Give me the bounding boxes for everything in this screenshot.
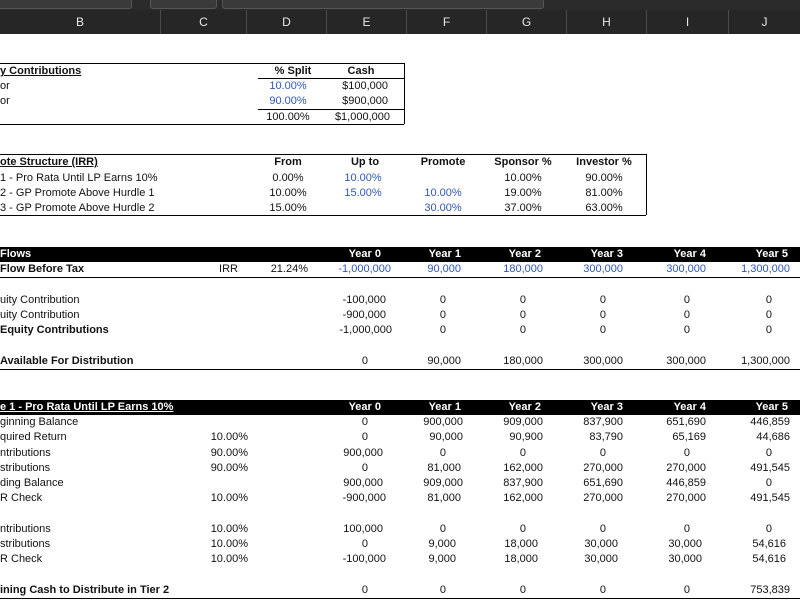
avail-value[interactable]: 90,000 (427, 355, 461, 367)
irr-value[interactable]: 21.24% (270, 263, 308, 275)
remain-value[interactable]: 0 (683, 584, 690, 596)
eq-total-label[interactable]: Equity Contributions (0, 324, 109, 336)
window-top-bar (0, 0, 800, 10)
column-header-f[interactable]: F (406, 10, 486, 34)
promote-row-upto[interactable] (330, 201, 396, 216)
contrib-title[interactable]: y Contributions (0, 65, 82, 77)
tier1-row-value[interactable]: 0 (765, 447, 772, 459)
column-header-i[interactable]: I (646, 10, 728, 34)
column-header-b[interactable]: B (75, 15, 84, 29)
column-header-j[interactable]: J (728, 10, 800, 34)
eq-contribution-1-value[interactable]: 0 (765, 294, 772, 306)
contrib-row1-split[interactable]: 10.00% (269, 80, 307, 92)
formula-bar[interactable] (222, 0, 544, 9)
promote-row-label[interactable]: 3 - GP Promote Above Hurdle 2 (0, 202, 155, 214)
tier1-row-value[interactable]: 270,000 (583, 492, 623, 504)
flows-year-header[interactable]: Year 3 (590, 248, 623, 260)
eq-contribution-2-value[interactable]: 0 (519, 309, 526, 321)
eq-total-value[interactable]: -1,000,000 (339, 324, 392, 336)
cf-value[interactable]: 180,000 (503, 263, 543, 275)
tier1-row-pct[interactable]: 10.00% (210, 431, 248, 443)
promote-header-upto[interactable]: Up to (350, 156, 380, 168)
tier1-row-value[interactable]: 900,000 (343, 477, 383, 489)
tier1-year-header[interactable]: Year 4 (673, 401, 706, 413)
cf-value[interactable]: 300,000 (583, 263, 623, 275)
tier1-row-value[interactable]: 900,000 (343, 447, 383, 459)
tier1-row-value[interactable]: 0 (765, 477, 772, 489)
promote-header-from[interactable]: From (274, 156, 302, 168)
contrib-header-cash[interactable]: Cash (347, 65, 375, 77)
tier1-row-pct[interactable]: 10.00% (210, 492, 248, 504)
column-header-d[interactable]: D (246, 10, 326, 34)
avail-value[interactable]: 300,000 (666, 355, 706, 367)
promote-title[interactable]: ote Structure (IRR) (0, 156, 98, 168)
tier1-row-value[interactable]: 44,686 (756, 431, 790, 443)
remain-value[interactable]: 0 (439, 584, 446, 596)
eq-total-value[interactable]: 0 (439, 324, 446, 336)
tier1-row-value[interactable]: 909,000 (423, 477, 463, 489)
tier1-year-header[interactable]: Year 5 (755, 401, 788, 413)
tier1-row-value[interactable]: 0 (519, 523, 526, 535)
flows-year-header[interactable]: Year 5 (755, 248, 788, 260)
remain-value[interactable]: 0 (519, 584, 526, 596)
promote-row-from[interactable]: 0.00% (272, 172, 304, 184)
column-header-h[interactable]: H (566, 10, 646, 34)
eq-contribution-1-value[interactable]: 0 (519, 294, 526, 306)
eq-contribution-2-value[interactable]: 0 (765, 309, 772, 321)
cf-label[interactable]: Flow Before Tax (0, 263, 85, 275)
tier1-year-header[interactable]: Year 3 (590, 401, 623, 413)
tier1-row-value[interactable]: 9,000 (428, 553, 456, 565)
tier1-row-value[interactable]: 0 (361, 462, 368, 474)
promote-row-promote[interactable]: 10.00% (424, 187, 462, 199)
column-header-e[interactable]: E (326, 10, 406, 34)
contrib-total-cash[interactable]: $1,000,000 (334, 111, 390, 123)
tier1-row-value[interactable]: 0 (361, 538, 368, 550)
avail-row-border (0, 369, 800, 370)
tier1-row-value[interactable]: 30,000 (668, 538, 702, 550)
tier1-row-value[interactable]: 81,000 (427, 492, 461, 504)
promote-row-label[interactable]: 1 - Pro Rata Until LP Earns 10% (0, 172, 158, 184)
cf-value[interactable]: 300,000 (666, 263, 706, 275)
remain-value[interactable]: 753,839 (750, 584, 790, 596)
tier1-row-value[interactable]: 0 (361, 416, 368, 428)
tier1-row-value[interactable]: 0 (683, 523, 690, 535)
tier1-title[interactable]: e 1 - Pro Rata Until LP Earns 10% (0, 401, 174, 413)
flows-year-header[interactable]: Year 1 (428, 248, 461, 260)
promote-row-sponsor[interactable]: 10.00% (504, 172, 542, 184)
tier1-row-label[interactable]: R Check (0, 553, 43, 565)
eq-total-value[interactable]: 0 (599, 324, 606, 336)
tier1-row-value[interactable]: 162,000 (503, 462, 543, 474)
tier1-row-value[interactable]: 837,900 (503, 477, 543, 489)
cf-row-border (0, 277, 800, 278)
tier1-row-value[interactable]: 0 (683, 447, 690, 459)
eq-contribution-2-value[interactable]: 0 (599, 309, 606, 321)
tier1-year-header[interactable]: Year 0 (348, 401, 381, 413)
tier1-row-value[interactable]: 270,000 (666, 462, 706, 474)
tier1-row-pct[interactable]: 10.00% (210, 523, 248, 535)
contrib-right-border (404, 63, 405, 124)
promote-row-investor[interactable]: 81.00% (585, 187, 623, 199)
tier1-row-pct[interactable]: 10.00% (210, 538, 248, 550)
flows-year-header[interactable]: Year 2 (508, 248, 541, 260)
tier1-row-label[interactable]: R Check (0, 492, 43, 504)
tier1-row-label[interactable]: stributions (0, 462, 51, 474)
eq-contribution-1-value[interactable]: 0 (683, 294, 690, 306)
cf-value[interactable]: 90,000 (427, 263, 461, 275)
tier1-row-value[interactable]: 651,690 (666, 416, 706, 428)
flows-title[interactable]: Flows (0, 248, 32, 260)
tier1-row-pct[interactable]: 90.00% (210, 462, 248, 474)
name-box[interactable] (0, 0, 132, 9)
eq-contribution-1-value[interactable]: 0 (599, 294, 606, 306)
eq-contribution-2-value[interactable]: 0 (439, 309, 446, 321)
contrib-row1-label[interactable]: or (0, 80, 10, 92)
tier1-row-value[interactable]: 909,000 (503, 416, 543, 428)
tier1-row-label[interactable]: quired Return (0, 431, 67, 443)
flows-year-header[interactable]: Year 0 (348, 248, 381, 260)
contrib-row2-cash[interactable]: $900,000 (342, 95, 388, 107)
cf-value[interactable]: 1,300,000 (741, 263, 790, 275)
tier1-row-value[interactable]: 90,000 (429, 431, 463, 443)
promote-right-border (646, 154, 647, 215)
eq-contribution-1-value[interactable]: -100,000 (342, 294, 386, 306)
tier1-row-value[interactable]: 270,000 (583, 462, 623, 474)
tier1-row-value[interactable]: 30,000 (668, 553, 702, 565)
promote-row-upto[interactable]: 10.00% (344, 172, 382, 184)
eq-contribution-1-value[interactable]: 0 (439, 294, 446, 306)
promote-row-upto[interactable]: 15.00% (344, 187, 382, 199)
tier1-row-label[interactable]: ntributions (0, 523, 51, 535)
promote-row-investor[interactable]: 63.00% (585, 202, 623, 214)
tier1-row-value[interactable]: 18,000 (504, 553, 538, 565)
tier1-row-label[interactable]: ntributions (0, 447, 51, 459)
eq-total-value[interactable]: 0 (519, 324, 526, 336)
flows-year-header[interactable]: Year 4 (673, 248, 706, 260)
promote-row-promote[interactable]: 30.00% (424, 202, 462, 214)
tier1-year-header[interactable]: Year 1 (428, 401, 461, 413)
tier1-row-value[interactable]: 491,545 (750, 462, 790, 474)
column-header-g[interactable]: G (486, 10, 566, 34)
tier1-row-value[interactable]: 9,000 (428, 538, 456, 550)
toolbar-field[interactable] (150, 0, 217, 9)
contrib-total-split[interactable]: 100.00% (266, 111, 310, 123)
contrib-header-split[interactable]: % Split (274, 65, 312, 77)
tier1-row-value[interactable]: 651,690 (583, 477, 623, 489)
tier1-row-value[interactable]: 0 (361, 431, 368, 443)
contrib-row1-cash[interactable]: $100,000 (342, 80, 388, 92)
tier1-row-value[interactable]: 83,790 (589, 431, 623, 443)
tier1-row-value[interactable]: -100,000 (342, 553, 386, 565)
tier1-row-value[interactable]: 65,169 (672, 431, 706, 443)
tier1-row-value[interactable]: 90,900 (509, 431, 543, 443)
tier1-row-value[interactable]: 0 (439, 447, 446, 459)
tier1-row-value[interactable]: 0 (599, 523, 606, 535)
tier1-row-pct[interactable]: 90.00% (210, 447, 248, 459)
tier1-row-value[interactable]: 837,900 (583, 416, 623, 428)
tier1-row-value[interactable]: 30,000 (584, 538, 618, 550)
eq-contribution-2-value[interactable]: 0 (683, 309, 690, 321)
promote-header-investor[interactable]: Investor % (576, 156, 632, 168)
tier1-row-value[interactable]: 162,000 (503, 492, 543, 504)
avail-value[interactable]: 300,000 (583, 355, 623, 367)
tier1-row-value[interactable]: -900,000 (342, 492, 386, 504)
promote-row-investor[interactable]: 90.00% (585, 172, 623, 184)
eq-contribution-2-value[interactable]: -900,000 (342, 309, 386, 321)
promote-row-from[interactable]: 10.00% (269, 187, 307, 199)
column-header-c[interactable]: C (160, 10, 246, 34)
avail-value[interactable]: 1,300,000 (741, 355, 790, 367)
promote-row-sponsor[interactable]: 19.00% (504, 187, 542, 199)
tier1-row-value[interactable]: 0 (599, 447, 606, 459)
tier1-row-label[interactable]: ding Balance (0, 477, 64, 489)
tier1-row-value[interactable]: 446,859 (666, 477, 706, 489)
tier1-row-value[interactable]: 0 (439, 523, 446, 535)
promote-row-promote[interactable] (406, 171, 480, 186)
tier1-row-value[interactable]: 270,000 (666, 492, 706, 504)
remain-label[interactable]: ining Cash to Distribute in Tier 2 (0, 584, 170, 596)
promote-header-promote[interactable]: Promote (420, 156, 466, 168)
avail-value[interactable]: 0 (361, 355, 368, 367)
irr-label[interactable]: IRR (219, 263, 238, 275)
remain-value[interactable]: 0 (361, 584, 368, 596)
remain-row-border (0, 598, 800, 599)
eq-total-value[interactable]: 0 (765, 324, 772, 336)
tier1-row-pct[interactable] (160, 415, 248, 430)
promote-row-sponsor[interactable]: 37.00% (504, 202, 542, 214)
eq-contribution-1-label[interactable]: uity Contribution (0, 294, 80, 306)
promote-row-from[interactable]: 15.00% (269, 202, 307, 214)
tier1-row-label[interactable]: stributions (0, 538, 51, 550)
contrib-row2-label[interactable]: or (0, 95, 10, 107)
avail-value[interactable]: 180,000 (503, 355, 543, 367)
tier1-row-value[interactable]: 446,859 (750, 416, 790, 428)
tier1-row-pct[interactable]: 10.00% (210, 553, 248, 565)
tier1-row-value[interactable]: 0 (519, 447, 526, 459)
promote-row-label[interactable]: 2 - GP Promote Above Hurdle 1 (0, 187, 155, 199)
remain-value[interactable]: 0 (599, 584, 606, 596)
tier1-row-value[interactable]: 491,545 (750, 492, 790, 504)
eq-contribution-2-label[interactable]: uity Contribution (0, 309, 80, 321)
tier1-row-value[interactable]: 100,000 (343, 523, 383, 535)
tier1-row-value[interactable]: 54,616 (752, 538, 786, 550)
cf-value[interactable]: -1,000,000 (338, 263, 391, 275)
tier1-row-value[interactable]: 81,000 (427, 462, 461, 474)
tier1-row-value[interactable]: 0 (765, 523, 772, 535)
tier1-row-value[interactable]: 18,000 (504, 538, 538, 550)
avail-label[interactable]: Available For Distribution (0, 355, 134, 367)
tier1-row-value[interactable]: 900,000 (423, 416, 463, 428)
tier1-row-label[interactable]: ginning Balance (0, 416, 79, 428)
promote-header-sponsor[interactable]: Sponsor % (494, 156, 552, 168)
eq-total-value[interactable]: 0 (683, 324, 690, 336)
tier1-year-header[interactable]: Year 2 (508, 401, 541, 413)
contrib-row2-split[interactable]: 90.00% (269, 95, 307, 107)
tier1-row-value[interactable]: 54,616 (752, 553, 786, 565)
tier1-row-value[interactable]: 30,000 (584, 553, 618, 565)
